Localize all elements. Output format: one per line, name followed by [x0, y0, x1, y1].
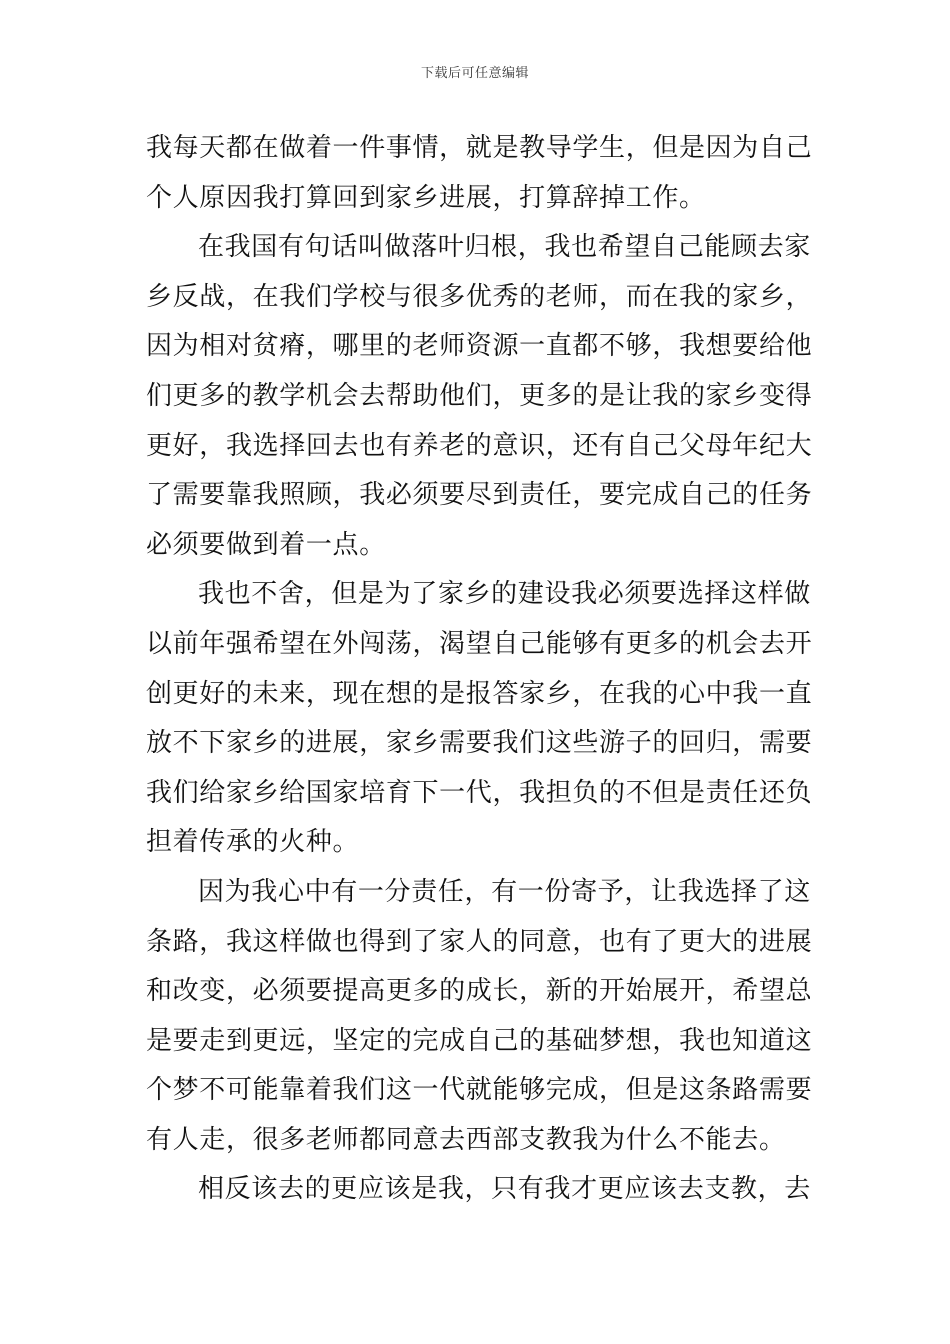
text-line: 是要走到更远，坚定的完成自己的基础梦想，我也知道这 [146, 1025, 813, 1056]
text-line: 和改变，必须要提高更多的成长，新的开始展开，希望总 [146, 976, 813, 1007]
text-line: 因为相对贫瘠，哪里的老师资源一直都不够，我想要给他 [146, 331, 813, 362]
text-line: 创更好的未来，现在想的是报答家乡，在我的心中我一直 [146, 678, 813, 709]
text-line: 了需要靠我照顾，我必须要尽到责任，要完成自己的任务 [146, 480, 813, 511]
text-line: 在我国有句话叫做落叶归根，我也希望自己能顾去家 [198, 232, 811, 263]
text-line: 因为我心中有一分责任，有一份寄予，让我选择了这 [198, 876, 811, 907]
text-line: 更好，我选择回去也有养老的意识，还有自己父母年纪大 [146, 430, 813, 461]
text-line: 有人走，很多老师都同意去西部支教我为什么不能去。 [146, 1124, 786, 1155]
text-line: 以前年强希望在外闯荡，渴望自己能够有更多的机会去开 [146, 628, 813, 659]
text-line: 必须要做到着一点。 [146, 529, 386, 560]
text-line: 放不下家乡的进展，家乡需要我们这些游子的回归，需要 [146, 728, 813, 759]
text-line: 乡反战，在我们学校与很多优秀的老师，而在我的家乡， [146, 281, 813, 312]
text-line: 担着传承的火种。 [146, 827, 360, 858]
text-line: 们更多的教学机会去帮助他们，更多的是让我的家乡变得 [146, 380, 813, 411]
text-line: 个人原因我打算回到家乡进展，打算辞掉工作。 [146, 182, 706, 213]
document-body [146, 124, 813, 1215]
text-line: 我们给家乡给国家培育下一代，我担负的不但是责任还负 [146, 777, 813, 808]
text-line: 条路，我这样做也得到了家人的同意，也有了更大的进展 [146, 926, 813, 957]
text-line: 我也不舍，但是为了家乡的建设我必须要选择这样做 [198, 579, 811, 610]
text-line: 我每天都在做着一件事情，就是教导学生，但是因为自己 [146, 133, 813, 163]
text-line: 个梦不可能靠着我们这一代就能够完成，但是这条路需要 [146, 1075, 813, 1106]
page-header: 下载后可任意编辑 [420, 66, 529, 81]
text-line: 相反该去的更应该是我，只有我才更应该去支教，去 [198, 1174, 811, 1205]
